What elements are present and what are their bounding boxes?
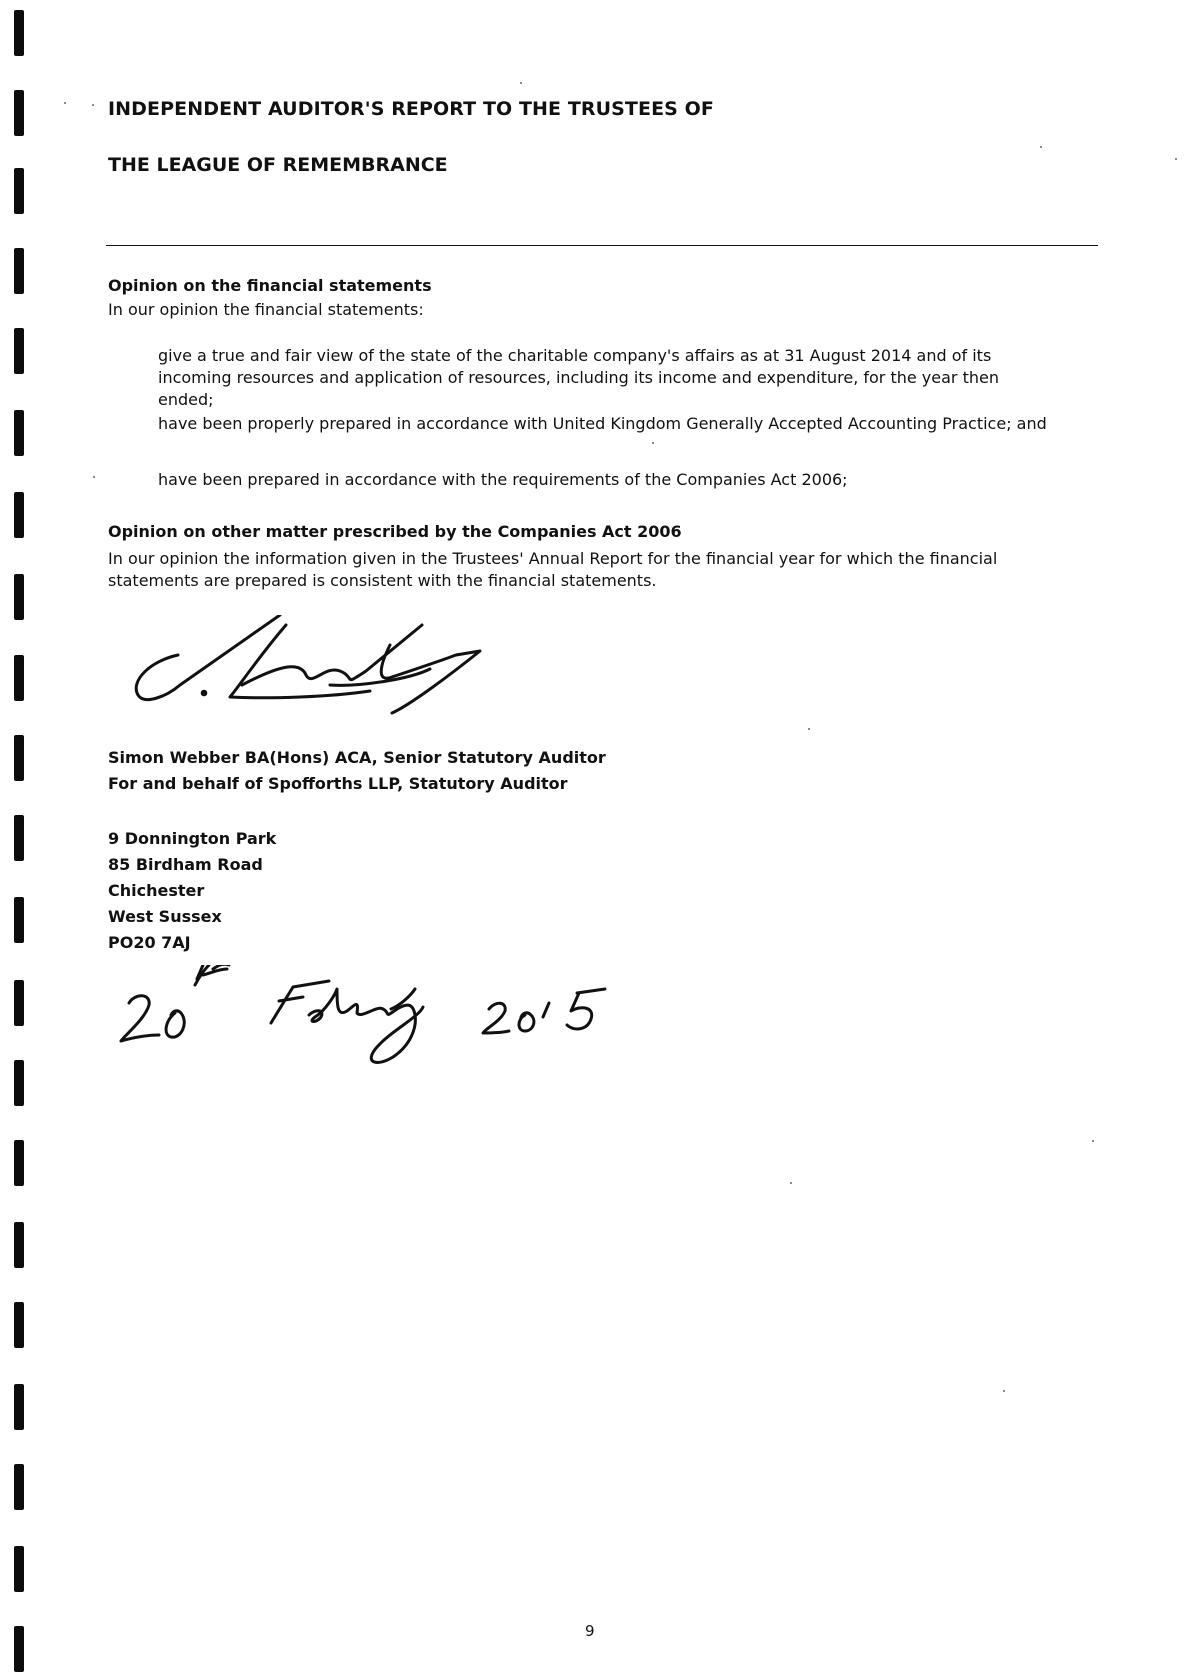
scan-speck bbox=[1003, 1390, 1005, 1392]
binding-bar bbox=[14, 1546, 24, 1592]
address-line: West Sussex bbox=[108, 907, 222, 926]
page-subtitle: THE LEAGUE OF REMEMBRANCE bbox=[108, 154, 448, 176]
binding-bar bbox=[14, 10, 24, 56]
binding-bar bbox=[14, 897, 24, 943]
opinion-other-text: In our opinion the information given in the Trustees' Annual Report for the financial year for which the financial statements are prepared is consistent with the financial statements. bbox=[108, 549, 998, 590]
binding-bar bbox=[14, 1464, 24, 1510]
binding-bar bbox=[14, 1060, 24, 1106]
binding-bar bbox=[14, 735, 24, 781]
address-line: PO20 7AJ bbox=[108, 933, 191, 952]
list-item: have been prepared in accordance with the requirements of the Companies Act 2006; bbox=[158, 470, 848, 489]
scan-speck bbox=[652, 442, 654, 444]
binding-bar bbox=[14, 1626, 24, 1672]
scan-speck bbox=[1092, 1140, 1094, 1142]
binding-bar bbox=[14, 655, 24, 701]
scan-speck bbox=[1175, 158, 1177, 160]
handwritten-date-image bbox=[115, 965, 655, 1085]
binding-strip bbox=[0, 0, 40, 1677]
scan-speck bbox=[1040, 146, 1042, 148]
scan-speck bbox=[92, 104, 94, 106]
signature-image bbox=[130, 615, 500, 735]
binding-bar bbox=[14, 1384, 24, 1430]
section-heading-financial: Opinion on the financial statements bbox=[108, 276, 432, 295]
section-heading-other: Opinion on other matter prescribed by the Companies Act 2006 bbox=[108, 522, 682, 541]
binding-bar bbox=[14, 815, 24, 861]
binding-bar bbox=[14, 328, 24, 374]
list-item: have been properly prepared in accordance with United Kingdom Generally Accepted Accounting Practice; and bbox=[158, 414, 1047, 433]
scan-speck bbox=[520, 82, 522, 84]
auditor-behalf-line: For and behalf of Spofforths LLP, Statutory Auditor bbox=[108, 774, 568, 793]
opinion-intro: In our opinion the financial statements: bbox=[108, 300, 424, 319]
scan-speck bbox=[64, 102, 66, 104]
horizontal-rule bbox=[106, 245, 1098, 246]
binding-bar bbox=[14, 90, 24, 136]
address-line: 85 Birdham Road bbox=[108, 855, 263, 874]
binding-bar bbox=[14, 248, 24, 294]
binding-bar bbox=[14, 980, 24, 1026]
scan-speck bbox=[93, 476, 95, 478]
page-number: 9 bbox=[585, 1622, 595, 1640]
binding-bar bbox=[14, 1140, 24, 1186]
binding-bar bbox=[14, 492, 24, 538]
page-title: INDEPENDENT AUDITOR'S REPORT TO THE TRUSTEES OF bbox=[108, 98, 714, 120]
auditor-name-line: Simon Webber BA(Hons) ACA, Senior Statutory Auditor bbox=[108, 748, 606, 767]
address-block bbox=[108, 826, 276, 956]
list-item: give a true and fair view of the state of the charitable company's affairs as at 31 August 2014 and of its incoming resources and application of resources, including its income and expenditure, for the year then ended; bbox=[158, 346, 999, 409]
binding-bar bbox=[14, 574, 24, 620]
binding-bar bbox=[14, 168, 24, 214]
binding-bar bbox=[14, 410, 24, 456]
scan-speck bbox=[808, 728, 810, 730]
binding-bar bbox=[14, 1222, 24, 1268]
binding-bar bbox=[14, 1302, 24, 1348]
scan-speck bbox=[790, 1182, 792, 1184]
address-line: Chichester bbox=[108, 881, 205, 900]
address-line: 9 Donnington Park bbox=[108, 829, 277, 848]
auditor-signature-block bbox=[108, 745, 606, 797]
